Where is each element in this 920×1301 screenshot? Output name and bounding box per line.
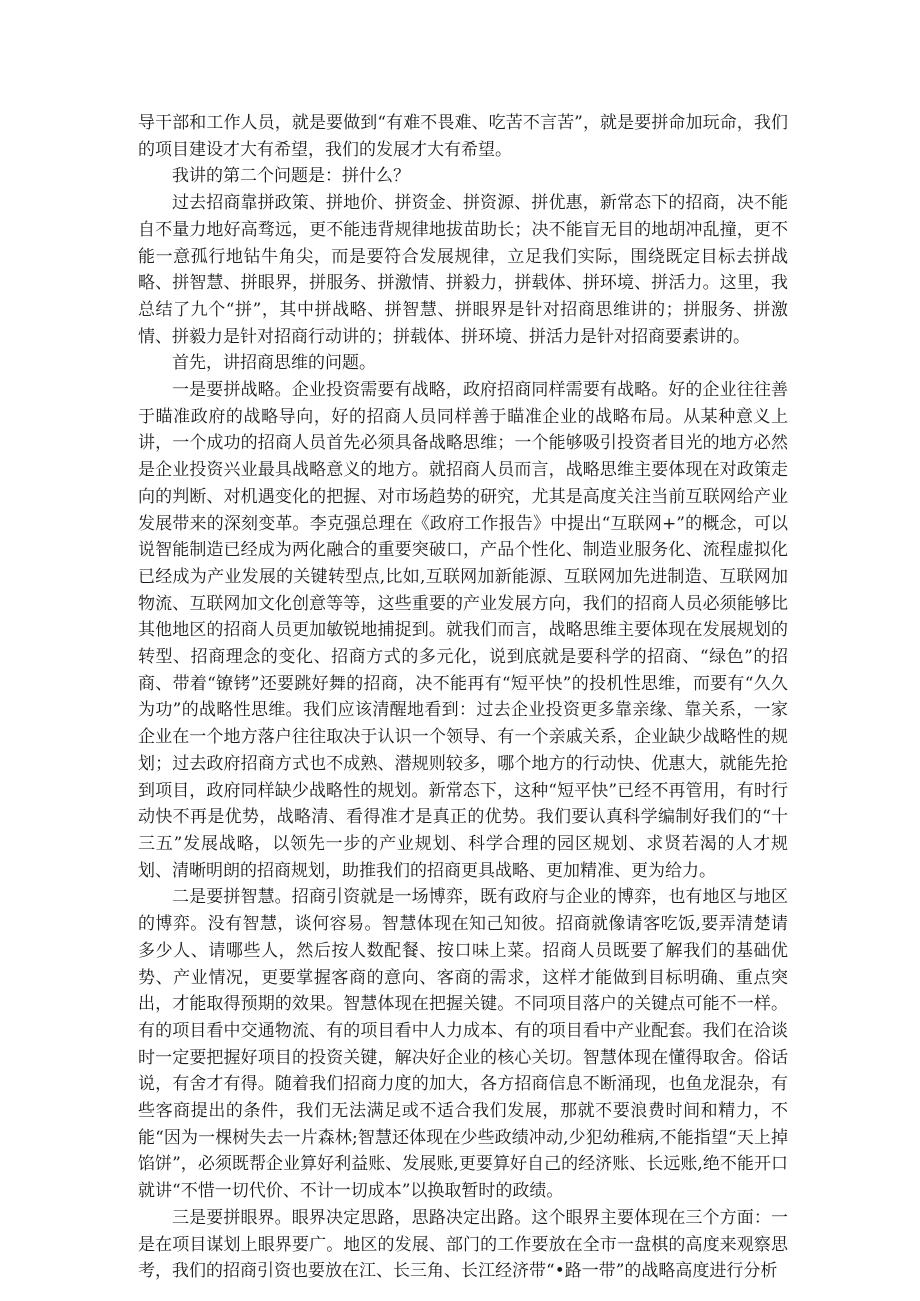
paragraph-question-heading: 我讲的第二个问题是：拼什么？ <box>172 166 410 187</box>
paragraph-continuation: 导干部和工作人员，就是要做到“有难不畏难、吃苦不言苦”，就是要拼命加玩命，我们的项目建设才大有希望，我们的发展才大有希望。 <box>138 113 788 160</box>
paragraph-section-heading: 首先，讲招商思维的问题。 <box>172 353 376 374</box>
paragraph-vision: 三是要拼眼界。眼界决定思路，思路决定出路。这个眼界主要体现在三个方面：一是在项目谋划上眼界要广。地区的发展、部门的工作要放在全市一盘棋的高度来观察思考，我们的招商引资也要放在江、长三角、长江经济带“•路一带”的战略高度进行分析 <box>138 1207 788 1282</box>
paragraph-strategy: 一是要拼战略。企业投资需要有战略，政府招商同样需要有战略。好的企业往往善于瞄准政府的战略导向，好的招商人员同样善于瞄准企业的战略布局。从某种意义上讲，一个成功的招商人员首先必须具备战略思维；一个能够吸引投资者目光的地方必然是企业投资兴业最具战略意义的地方。就招商人员而言，战略思维主要体现在对政策走向的判断、对机遇变化的把握、对市场趋势的研究，尤其是高度关注当前互联网给产业发展带来的深刻变革。李克强总理在《政府工作报告》中提出“互联网+”的概念，可以说智能制造已经成为两化融合的重要突破口，产品个性化、制造业服务化、流程虚拟化已经成为产业发展的关键转型点,比如,互联网加新能源、互联网加先进制造、互联网加物流、互联网加文化创意等等，这些重要的产业发展方向，我们的招商人员必须能够比其他地区的招商人员更加敏锐地捕捉到。就我们而言，战略思维主要体现在发展规划的转型、招商理念的变化、招商方式的多元化，说到底就是要科学的招商、“绿色”的招商、带着“镣铐”还要跳好舞的招商，决不能再有“短平快”的投机性思维，而要有“久久为功”的战略性思维。我们应该清醒地看到：过去企业投资更多靠亲缘、靠关系，一家企业在一个地方落户往往取决于认识一个领导、有一个亲戚关系，企业缺少战略性的规划；过去政府招商方式也不成熟、潜规则较多，哪个地方的行动快、优惠大，就能先抢到项目，政府同样缺少战略性的规划。新常态下，这种“短平快”已经不再管用，有时行动快不再是优势，战略清、看得准才是真正的优势。我们要认真科学编制好我们的“十三五”发展战略，以领先一步的产业规划、科学合理的园区规划、求贤若渴的人才规划、清晰明朗的招商规划，助推我们的招商更具战略、更加精准、更为给力。 <box>138 380 788 881</box>
paragraph-intro: 过去招商靠拼政策、拼地价、拼资金、拼资源、拼优惠，新常态下的招商，决不能自不量力地好高骛远，更不能违背规律地拔苗助长；决不能盲无目的地胡冲乱撞，更不能一意孤行地钻牛角尖，而是要符合发展规律，立足我们实际，围绕既定目标去拼战略、拼智慧、拼眼界，拼服务、拼激情、拼毅力，拼载体、拼环境、拼活力。这里，我总结了九个“拼”，其中拼战略、拼智慧、拼眼界是针对招商思维讲的；拼服务、拼激情、拼毅力是针对招商行动讲的；拼载体、拼环境、拼活力是针对招商要素讲的。 <box>138 193 788 347</box>
paragraph-wisdom: 二是要拼智慧。招商引资就是一场博弈，既有政府与企业的博弈，也有地区与地区的博弈。没有智慧，谈何容易。智慧体现在知己知彼。招商就像请客吃饭,要弄清楚请多少人、请哪些人，然后按人数配餐、按口味上菜。招商人员既要了解我们的基础优势、产业情况，更要掌握客商的意向、客商的需求，这样才能做到目标明确、重点突出，才能取得预期的效果。智慧体现在把握关键。不同项目落户的关键点可能不一样。有的项目看中交通物流、有的项目看中人力成本、有的项目看中产业配套。我们在洽谈时一定要把握好项目的投资关键，解决好企业的核心关切。智慧体现在懂得取舍。俗话说，有舍才有得。随着我们招商力度的加大，各方招商信息不断涌现，也鱼龙混杂，有些客商提出的条件，我们无法满足或不适合我们发展，那就不要浪费时间和精力，不能“因为一棵树失去一片森林;智慧还体现在少些政绩冲动,少犯幼稚病,不能指望“天上掉馅饼”，必须既帮企业算好利益账、发展账,更要算好自己的经济账、长远账,绝不能开口就讲“不惜一切代价、不计一切成本”以换取暂时的政绩。 <box>138 887 788 1202</box>
document-body <box>138 110 788 1285</box>
